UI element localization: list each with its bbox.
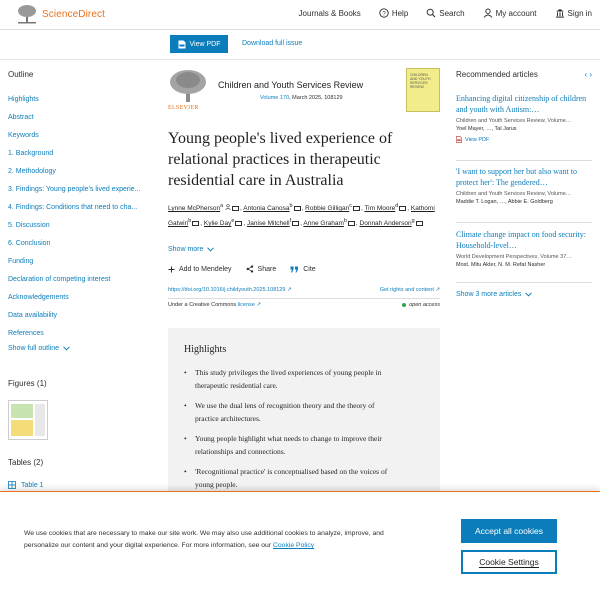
highlights-title: Highlights: [184, 344, 227, 355]
share-button[interactable]: [246, 265, 277, 273]
outline-item-references[interactable]: References: [8, 330, 44, 337]
recommended-article-title[interactable]: Enhancing digital citizenship of children and youth with Autism:…: [456, 94, 587, 114]
license-link[interactable]: [238, 302, 261, 308]
email-icon[interactable]: [416, 221, 423, 226]
author-link[interactable]: Anne Graham: [303, 220, 344, 228]
my-account-link[interactable]: [483, 8, 537, 18]
download-full-issue-link[interactable]: Download full issue: [242, 40, 303, 47]
cookie-text: [24, 528, 390, 552]
article-actions: [168, 265, 330, 273]
author-affiliation: b: [343, 218, 347, 225]
article-toolbar: [0, 30, 600, 60]
recommended-article-authors: Maddie T. Logan, …, Abbie E. Goldberg: [456, 199, 553, 205]
author-link[interactable]: Kylie Day: [203, 220, 232, 228]
doi-link[interactable]: [168, 287, 292, 293]
volume-details: , March 2025, 108129: [289, 95, 343, 101]
highlight-item: • This study privileges the lived experiences of young people in therapeutic residential care.: [184, 367, 394, 392]
help-label: Help: [391, 8, 409, 18]
outline-panel: [8, 70, 156, 352]
my-account-label: My account: [495, 8, 537, 18]
share-icon: [246, 265, 254, 273]
journal-header: [168, 68, 440, 116]
recommended-view-pdf-label: View PDF: [465, 136, 490, 143]
email-icon[interactable]: [294, 206, 301, 211]
chevron-down-icon: [525, 292, 532, 297]
outline-item-methodology[interactable]: 2. Methodology: [8, 168, 56, 175]
outline-item-data-availability[interactable]: Data availability: [8, 312, 58, 319]
email-icon[interactable]: [353, 206, 360, 211]
journal-title[interactable]: Children and Youth Services Review: [218, 80, 364, 90]
view-pdf-button[interactable]: [170, 35, 228, 53]
help-icon: [379, 8, 389, 18]
add-to-mendeley-button[interactable]: [168, 266, 232, 273]
recommended-article: [456, 93, 592, 143]
email-icon[interactable]: [348, 221, 355, 226]
outline-item-findings-lived[interactable]: 3. Findings: Young people's lived experie...: [8, 186, 141, 193]
author-affiliation: a: [220, 203, 224, 209]
figures-heading: Figures (1): [8, 379, 47, 388]
sign-in-link[interactable]: [555, 8, 592, 18]
pdf-icon: [178, 40, 186, 49]
author-link[interactable]: Kathomi Gatwiri: [168, 205, 435, 228]
email-icon[interactable]: [235, 221, 242, 226]
svg-text:?: ?: [382, 11, 386, 18]
cookie-message: We use cookies that are necessary to make our site work. We may also use additional cookies to analyze, improve, and personalize our content and your digital experience. For more information, see our: [24, 530, 384, 549]
outline-item-competing-interest[interactable]: Declaration of competing interest: [8, 276, 111, 283]
recommended-view-pdf-link[interactable]: [456, 136, 592, 143]
table-icon: [8, 481, 16, 489]
outline-item-funding[interactable]: Funding: [8, 258, 34, 265]
highlight-item: • 'Recognitional practice' is conceptualised based on the voices of young people.: [184, 466, 394, 491]
collapse-chevron-icon[interactable]: ‹ ›: [584, 70, 592, 79]
open-access-label: open access: [409, 302, 440, 308]
institution-icon: [555, 8, 565, 18]
journals-books-label: Journals & Books: [298, 8, 361, 18]
cite-button[interactable]: [290, 266, 315, 273]
outline-item-abstract[interactable]: Abstract: [8, 114, 34, 121]
add-to-mendeley-label: Add to Mendeley: [179, 265, 232, 273]
license-prefix: Under a Creative Commons: [168, 302, 238, 308]
cover-title: CHILDREN AND YOUTH SERVICES REVIEW: [410, 73, 431, 89]
outline-title: Outline: [8, 70, 34, 79]
share-label: Share: [257, 265, 277, 273]
author-link[interactable]: Robbie Gilligan: [305, 205, 350, 213]
license-link-text: license: [237, 302, 255, 308]
recommended-article-journal: Children and Youth Services Review, Volume…: [456, 118, 572, 124]
author-affiliation: f: [289, 218, 292, 225]
divider: [456, 282, 592, 283]
cookie-policy-link[interactable]: Cookie Policy: [272, 542, 315, 549]
chevron-down-icon: [207, 247, 214, 252]
recommended-article-authors: Yoel Mayer, …, Tal Jarus: [456, 126, 517, 132]
journal-cover[interactable]: [406, 68, 440, 112]
doi-text: https://doi.org/10.1016/j.childyouth.2025.108129: [168, 287, 286, 293]
highlights-list: [184, 367, 440, 491]
journal-volume: [260, 95, 343, 101]
recommended-article-title[interactable]: 'I want to support her but also want to protect her': The gendered…: [456, 167, 577, 187]
email-icon[interactable]: [399, 206, 406, 211]
figure-thumbnail[interactable]: [8, 400, 48, 440]
show-more-articles-label: Show 3 more articles: [456, 291, 522, 298]
recommended-article-authors: Most. Mitu Akter, N. M. Refat Nasher: [456, 262, 546, 268]
table-1-label: Table 1: [21, 481, 44, 489]
rights-link[interactable]: [380, 287, 440, 293]
recommended-article-title[interactable]: Climate change impact on food security: Household-level…: [456, 230, 586, 250]
author-affiliation: g: [411, 218, 415, 225]
volume-link[interactable]: Volume 170: [260, 95, 290, 101]
author-list: Lynne McPherson$^a$ , Antonia Canosa$^b$ , Robbie Gilligan$^c$ , Tim Moore$^d$ , Kathomi Gatwiri$^b$ , Kylie Day$^e$ , Janise Mitchell$^f$ , Anne Graham$^b$ , Donnah Anderson$^g$: [168, 203, 435, 228]
outline-item-conclusion[interactable]: 6. Conclusion: [8, 240, 51, 247]
author-affiliation: e: [231, 218, 235, 225]
journals-books-link[interactable]: [299, 9, 361, 18]
author-link[interactable]: Janise Mitchell: [246, 220, 290, 228]
tables-heading: Tables (2): [8, 458, 44, 467]
sign-in-label: Sign in: [567, 8, 592, 18]
outline-item-keywords[interactable]: Keywords: [8, 132, 39, 139]
author-link[interactable]: Lynne McPherson: [168, 205, 221, 213]
external-link-icon: ↗: [435, 287, 440, 293]
open-access-dot-icon: [402, 303, 406, 307]
accept-all-cookies-button[interactable]: Accept all cookies: [461, 519, 557, 543]
external-link-icon: ↗: [286, 287, 292, 293]
view-pdf-label: View PDF: [189, 40, 221, 48]
chevron-down-icon: [63, 346, 70, 351]
cookie-settings-label: Cookie Settings: [479, 556, 539, 567]
email-icon[interactable]: [232, 206, 239, 211]
person-icon: [225, 204, 231, 210]
pdf-icon: [456, 136, 462, 143]
top-header: [0, 0, 600, 30]
author-affiliation: b: [188, 218, 192, 225]
cookie-banner: [0, 491, 600, 600]
header-nav: [281, 8, 592, 18]
publisher-name: ELSEVIER: [168, 105, 199, 111]
divider: [456, 160, 592, 161]
author-link[interactable]: Donnah Anderson: [359, 220, 412, 228]
user-icon: [483, 8, 493, 18]
license-row: [168, 302, 440, 308]
author-affiliation: b: [289, 203, 293, 209]
open-access-badge: [402, 302, 440, 308]
author-affiliation: c: [349, 203, 352, 209]
recommended-header: [456, 70, 592, 79]
elsevier-tree-icon: [16, 4, 38, 24]
recommended-article-journal: World Development Perspectives, Volume 37…: [456, 254, 572, 260]
show-more-articles-button[interactable]: [456, 291, 532, 298]
rights-text: Get rights and content: [379, 287, 434, 293]
article-title: Young people's lived experience of relational practices in therapeutic residential care in Australia: [168, 130, 393, 189]
show-full-outline-label: Show full outline: [8, 345, 59, 352]
search-link[interactable]: [426, 8, 464, 18]
cookie-settings-button[interactable]: [461, 550, 557, 574]
table-1-link[interactable]: [8, 481, 44, 489]
recommended-title: Recommended articles: [456, 70, 538, 79]
quote-icon: [290, 266, 299, 273]
recommended-article: [456, 229, 592, 268]
email-icon[interactable]: [292, 221, 299, 226]
divider: [456, 222, 592, 223]
show-full-outline-button[interactable]: [8, 345, 156, 352]
highlight-item: • Young people highlight what needs to change to improve their relationships and connections.: [184, 433, 394, 458]
show-more-button[interactable]: [168, 246, 214, 253]
show-more-label: Show more: [168, 246, 204, 253]
outline-item-findings-conditions[interactable]: 4. Findings: Conditions that need to cha...: [8, 204, 138, 211]
highlight-item: • We use the dual lens of recognition theory and the theory of practice architectures.: [184, 400, 394, 425]
highlights-box: [168, 328, 440, 492]
figure-preview-icon: [9, 401, 47, 439]
outline-item-acknowledgements[interactable]: Acknowledgements: [8, 294, 69, 301]
search-icon: [426, 8, 436, 18]
author-affiliation: d: [395, 203, 399, 209]
outline-item-background[interactable]: 1. Background: [8, 150, 54, 157]
help-link[interactable]: [379, 8, 408, 18]
recommended-article-journal: Children and Youth Services Review, Volume…: [456, 191, 572, 197]
search-label: Search: [439, 8, 465, 18]
sciencedirect-logo[interactable]: [16, 4, 105, 24]
outline-item-highlights[interactable]: Highlights: [8, 96, 39, 103]
cite-label: Cite: [303, 265, 316, 273]
doi-row: [168, 286, 440, 299]
author-link[interactable]: Tim Moore: [364, 205, 396, 213]
recommended-article: [456, 166, 592, 205]
plus-icon: [168, 266, 175, 273]
brand-name: ScienceDirect: [42, 8, 105, 20]
email-icon[interactable]: [192, 221, 199, 226]
outline-item-discussion[interactable]: 5. Discussion: [8, 222, 50, 229]
external-link-icon: ↗: [256, 302, 261, 308]
author-link[interactable]: Antonia Canosa: [243, 205, 290, 213]
